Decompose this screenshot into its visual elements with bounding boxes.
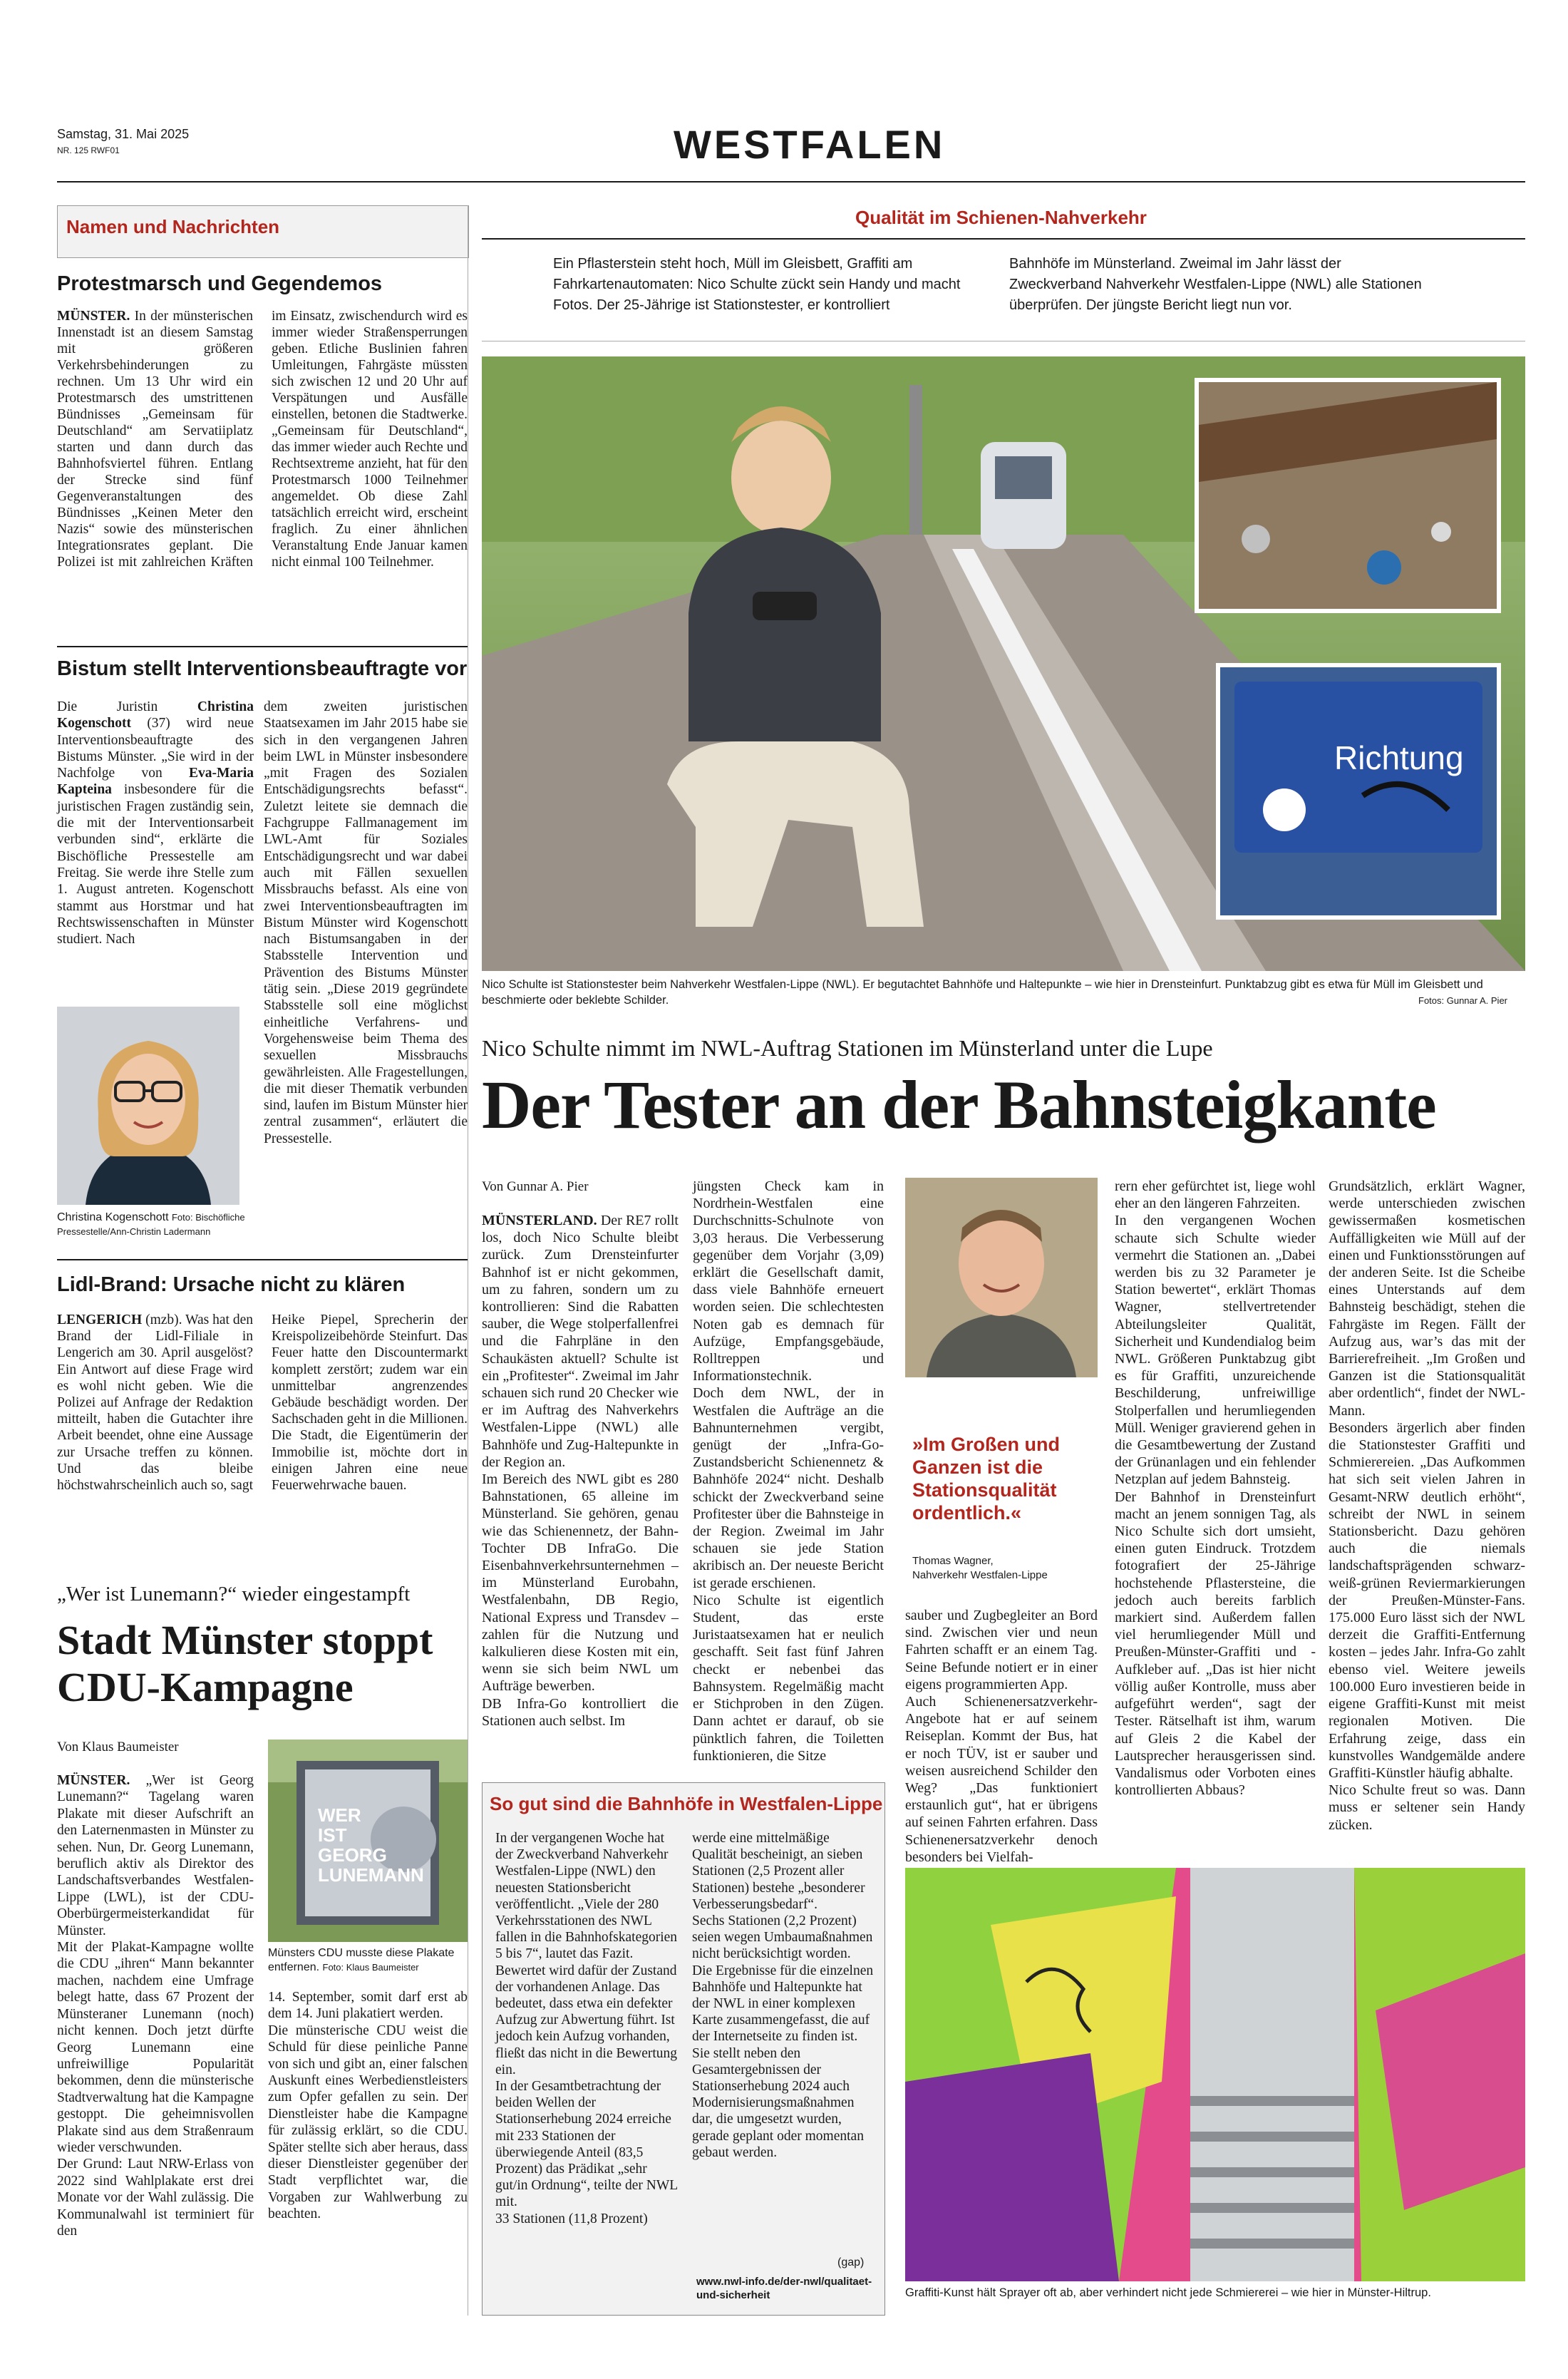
inset-track-photo <box>1195 378 1501 613</box>
divider <box>57 646 468 647</box>
section-title: WESTFALEN <box>674 122 946 167</box>
lead-right: Bahnhöfe im Münsterland. Zweimal im Jahr lässt der Zweckverband Nahverkehr Westfalen-Lippe (NWL) alle Stationen überprüfen. Der jüngste Bericht liegt nun vor. <box>1009 256 1422 313</box>
text: insbesondere für die juristischen Fragen zuständig sein, die mit der Interventionsarbeit verbunden sind“, erklärte die Bischöfliche Pressestelle am Freitag. Sie werde ihre Stelle zum 1. August antreten. Kogenschott stammt aus Horstmar und hat Rechtswissenschaften in Münster studiert. Nach <box>57 782 254 947</box>
main-photo-credit: Fotos: Gunnar A. Pier <box>1418 995 1508 1006</box>
caption-text: Christina Kogenschott <box>57 1211 169 1223</box>
article-lidl <box>57 1312 468 1547</box>
kicker-lunemann: „Wer ist Lunemann?“ wieder eingestampft <box>57 1583 411 1605</box>
issue-date: Samstag, 31. Mai 2025 <box>57 127 190 141</box>
poster-caption <box>268 1946 468 1975</box>
main-photo-tester <box>482 356 1525 971</box>
dateline: MÜNSTER. <box>57 1773 130 1788</box>
main-photo-caption: Nico Schulte ist Stationstester beim Nahverkehr Westfalen-Lippe (NWL). Er begutachtet Bahnhöfe und Haltepunkte – wie hier in Drensteinfurt. Punktabzug gibt es etwa für Müll im Gleisbett und beschmierte oder beklebte Schilder. <box>482 978 1483 1007</box>
caption-text: Münsters CDU musste diese Plakate entfernen. <box>268 1947 455 1973</box>
info-box-col1: In der vergangenen Woche hat der Zweckverband Nahverkehr Westfalen-Lippe (NWL) den neuesten Stationsbericht veröffentlicht. „Viele der 280 Verkehrsstationen des NWL fallen in die Bahnhofskategorien 5 bis 7“, lautet das Fazit. Bewertet wird dafür der Zustand der vorhandenen Anlage. Das bedeutet, dass etwa ein defekter Aufzug zur Abwertung führt. Ist jedoch kein Aufzug vorhanden, fließt das nicht in die Bewertung ein. In der Gesamtbetrachtung der beiden Wellen der Stationserhebung 2024 erreiche mit 233 Stationen der überwiegende Anteil (83,5 Prozent) das Prädikat „sehr gut/in Ordnung“, teilte der NWL mit. 33 Stationen (11,8 Prozent) <box>495 1831 678 2226</box>
main-col-3: rern eher gefürchtet ist, liege wohl eher an den längeren Fahrzeiten. In den vergangenen Wochen schaute sich Schulte wieder vermehrt die Stationen an. „Dabei werden bis zu 32 Parameter je Station bewertet“, erklärt Thomas Wagner, stellvertretender Abteilungsleiter Qualität, Sicherheit und Kundendialog beim NWL. Größeren Punktabzug gibt es für Graffiti, unzureichende Beschilderung, unfreiwillige Stolperfallen und herumliegenden Müll. Weniger gravierend gehen in die Gesamtbewertung der Zustand der Grünanlagen und ein fehlender Netzplan auf jedem Bahnsteig. Der Bahnhof in Drensteinfurt macht an jenem sonnigen Tag, als Nico Schulte sich dort umsieht, einen guten Eindruck. Trotzdem fotografiert der 25-Jährige hochstehende Pflastersteine, die jedoch auch bereits farblich markiert sind. Außerdem fallen viel herumliegender Müll und Preußen-Münster-Graffiti und -Aufkleber auf. „Das ist hier nicht völlig außer Kontrolle, muss aber aufgeführt werden“, sagt der Tester. Rätselhaft ist ihm, warum auf Gleis 2 die Kabel der Lautsprecher herausgerissen sind. Vandalismus oder Vorboten eines kontrollierten Abbaus? <box>1115 1178 1316 1799</box>
sign-text: Richtung <box>1334 739 1464 776</box>
text: (37) wird neue Interventionsbeauftragte des Bistums Münster. „Sie wird in der Nachfolge von <box>57 716 254 781</box>
quote-attribution <box>912 1554 1048 1583</box>
person-name: Eva-Maria Kapteina <box>57 766 254 798</box>
article-lunemann-col1 <box>57 1772 254 2314</box>
graffiti-caption: Graffiti-Kunst hält Sprayer oft ab, aber verhindert nicht jede Schmiererei – wie hier in Münster-Hiltrup. <box>905 2286 1431 2299</box>
main-col-4: Grundsätzlich, erklärt Wagner, werde unterschieden zwischen gewissermaßen kosmetischen Auffälligkeiten wie Müll auf der einen und Funktionsstörungen auf der anderen Seite. Ist die Scheibe eines Unterstands auf dem Bahnsteig beschädigt, stehen die Fahrgäste im Regen. Fällt der Aufzug aus, war’s das mit der Barrierefreiheit. „Im Großen und Ganzen ist die Stationsqualität aber ordentlich“, findet der NWL-Mann. Besonders ärgerlich aber finden die Stationstester Graffiti und Schmierereien. „Das Aufkommen hat sich seit vielen Jahren in Gesamt-NRW deutlich erhöht“, schreibt der NWL in seinem Stationsbericht. Dazu gehören auch die niemals landschaftsprägenden schwarz-weiß-grünen Reviermarkierungen der Preußen-Münster-Fans. 175.000 Euro lässt sich der NWL derzeit die Graffiti-Entfernung kosten – jedes Jahr. Infra-Go zahlt ebenso viel. Weitere jeweils 100.000 Euro investieren beide in eigene Graffiti-Kunst mit meist regionalen Motiven. Die Erfahrung zeige, dass ein kunstvolles Wandgemälde andere Graffiti-Künstler häufig abhalte. Nico Schulte freut so was. Dann muss er seltener sein Handy zücken. <box>1329 1178 1525 1833</box>
graffiti-photo <box>905 1868 1525 2281</box>
main-col-1 <box>482 1212 679 1782</box>
pull-quote: »Im Großen und Ganzen ist die Stationsqualität ordentlich.« <box>912 1434 1061 1524</box>
poster-line: WER <box>318 1804 361 1826</box>
photo-credit: Foto: Klaus Baumeister <box>322 1962 419 1973</box>
poster-line: GEORG <box>318 1844 387 1866</box>
person-name: Christina Kogenschott <box>57 699 254 731</box>
headline-lunemann: Stadt Münster stoppt CDU-Kampagne <box>57 1617 433 1710</box>
info-box-link[interactable]: www.nwl-info.de/der-nwl/qualitaet-und-sicherheit <box>696 2276 872 2301</box>
article-bistum-col1 <box>57 699 254 998</box>
news-box-header <box>57 205 469 258</box>
headline-bistum: Bistum stellt Interventionsbeauftragte vor <box>57 657 468 680</box>
info-box <box>482 1782 885 2316</box>
quote-name: Thomas Wagner, <box>912 1555 994 1567</box>
headline-protest: Protestmarsch und Gegendemos <box>57 272 383 295</box>
article-bistum-col2: dem zweiten juristischen Staatsexamen im Jahr 2015 habe sie sich in den vergangenen Jahren beim LWL in Münster insbesondere „mit Fragen des Sozialen Entschädigungsrechts befasst“. Zuletzt leitete sie demnach die Fachgruppe Fallmanagement im LWL-Amt für Soziales Entschädigungsrecht und war dabei auch mit Fällen sexuellen Missbrauchs befasst. Als eine von zwei Interventionsbeauftragten im Bistum Münster wird Kogenschott nach Bistumsangaben in der Stabsstelle Intervention und Prävention des Bistums Münster tätig sein. „Diese 2019 gegründete Stabsstelle soll eine möglichst einheitliche Verfahrens- und Vorgehensweise beim Thema des sexuellen Missbrauchs gewährleisten. Alle Fragestellungen, die mit dieser Thematik verbunden sind, laufen im Bistum Münster hier zentral zusammen“, erläutert die Pressestelle. <box>264 699 468 1146</box>
info-box-title: So gut sind die Bahnhöfe in Westfalen-Lippe <box>490 1793 883 1814</box>
photo-credit: Foto: Bischöfliche Pressestelle/Ann-Christin Ladermann <box>57 1212 245 1237</box>
portrait-caption <box>57 1211 254 1239</box>
info-box-signature: (gap) <box>837 2256 865 2268</box>
article-text: „Wer ist Georg Lunemann?“ Tagelang waren Plakate mit dieser Aufschrift an den Laternenmasten in Münster zu sehen. Nun, Dr. Georg Lunemann, beruflich aktiv als Direktor des Landschaftsverbandes Westfalen-Lippe (LWL), ist der CDU-Oberbürgermeisterkandidat für Münster. Mit der Plakat-Kampagne wollte die CDU „ihren“ Mann bekannter machen, nachdem eine Umfrage belegt hatte, dass 67 Prozent der Münsteraner Lunemann (noch) nicht kennen. Doch jetzt dürfte Georg Lunemann eine unfreiwillige Popularität bekommen, denn die münsterische Stadtverwaltung hat die Kampagne gestoppt. Die geheimnisvollen Plakate sind aus dem Straßenraum wieder verschwunden. Der Grund: Laut NRW-Erlass von 2022 sind Wahlplakate erst drei Monate vor der Wahl zulässig. Die Kommunalwahl ist terminiert für den <box>57 1773 254 2239</box>
lead-left: Ein Pflasterstein steht hoch, Müll im Gleisbett, Graffiti am Fahrkartenautomaten: Nico Schulte zückt sein Handy und macht Fotos. Der 25-Jährige ist Stationstester, er kontrolliert <box>553 256 961 313</box>
poster-line: LUNEMANN <box>318 1864 424 1886</box>
topic-kicker: Qualität im Schienen-Nahverkehr <box>855 207 1147 228</box>
info-box-col2: werde eine mittelmäßige Qualität bescheinigt, an sieben Stationen (2,5 Prozent aller Stationen) bestehe „besonderer Verbesserungsbedarf“. Sechs Stationen (2,2 Prozent) seien wegen Umbaumaßnahmen nicht berücksichtigt worden. Die Ergebnisse für die einzelnen Bahnhöfe und Haltepunkte hat der NWL in einer komplexen Karte zusammengefasst, die auf der Internetseite zu finden ist. Sie stellt neben den Gesamtergebnissen der Stationserhebung 2024 auch Modernisierungsmaßnahmen dar, die umgesetzt wurden, gerade geplant oder momentan gebaut werden. <box>692 1831 874 2160</box>
portrait-kogenschott <box>57 1007 239 1205</box>
subheadline: Nico Schulte nimmt im NWL-Auftrag Stationen im Münsterland unter die Lupe <box>482 1035 1213 1061</box>
portrait-wagner <box>905 1178 1098 1377</box>
article-text: Der RE7 rollt los, doch Nico Schulte bleibt zurück. Zum Drensteinfurter Bahnhof ist er nicht gekommen, um zu fahren, sondern um zu kontrollieren: Sind die Rabatten sauber, die Wege stolperfallenfrei und die Fahrpläne in den Schaukästen aktuell? Schulte ist ein „Profitester“. Zweimal im Jahr schauen sich rund 20 Checker wie er im Auftrag des Nahverkehrs Westfalen-Lippe (NWL) alle Bahnhöfe und Zug-Haltepunkte in der Region an. Im Bereich des NWL gibt es 280 Bahnstationen, 65 alleine im Münsterland. Sie gehören, genau wie das Schienennetz, der Bahn-Tochter DB InfraGo. Die Eisenbahnverkehrsunternehmen – im Münsterland Eurobahn, Westfalenbahn, DB Regio, National Express und Transdev – zahlen für die Nutzung und kalkulieren diese Kosten mit ein, wenn sie sich beim NWL um Aufträge bewerben. DB Infra-Go kontrolliert die Stationen auch selbst. Im <box>482 1213 679 1729</box>
article-text: (mzb). Was hat den Brand der Lidl-Filiale in Lengerich am 30. April ausgelöst? Ein Antwort auf diese Frage wird es wohl nicht geben. Wie die Polizei auf Anfrage der Redaktion mitteilt, haben die Gutachter ihre Arbeit beendet, ohne eine Aussage zur Ursache treffen zu können. Und das bleibe höchstwahrscheinlich auch so, sagt Heike Piepel, Sprecherin der Kreispolizeibehörde Steinfurt. Das Feuer hatte den Discountermarkt komplett zerstört; zudem war ein unmittelbar angrenzendes Gebäude beschädigt worden. Der Sachschaden geht in die Millionen. Die Stadt, die Eigentümerin der Immobilie ist, möchte dort in einigen Jahren eine neue Feuerwehrwache bauen. <box>57 1312 468 1494</box>
article-protest <box>57 308 468 634</box>
byline: Von Klaus Baumeister <box>57 1740 179 1754</box>
poster-line: IST <box>318 1824 347 1846</box>
issue-number: NR. 125 RWF01 <box>57 145 120 155</box>
text: Die Juristin <box>57 699 197 714</box>
main-byline: Von Gunnar A. Pier <box>482 1179 589 1194</box>
dateline: MÜNSTER. <box>57 309 130 324</box>
topic-rule <box>482 238 1525 240</box>
poster-photo <box>268 1740 468 1942</box>
inset-sign-photo <box>1216 663 1501 920</box>
article-lunemann-col2: 14. September, somit darf erst ab dem 14. Juni plakatiert werden. Die münsterische CDU weist die Schuld für diese peinliche Panne von sich und gibt an, einer falschen Auskunft eines Werbedienstleisters zum Opfer gefallen zu sein. Der Dienstleister habe die Kampagne für zulässig erklärt, so die CDU. Später stellte sich aber heraus, dass dieser Dienstleister gegenüber der Stadt verpflichtet war, die Vorgaben zur Wahlwerbung zu beachten. <box>268 1990 468 2222</box>
main-col-2b: sauber und Zugbegleiter an Bord sind. Zwischen vier und neun Fahrten schafft er an einem Tag. Seine Befunde notiert er in einer eigens programmierten App. Auch Schienenersatzverkehr-Angebote hat er auf seinem Reiseplan. Kommt der Bus, hat er noch TÜV, ist er sauber und weisen ausreichend Schilder den Weg? „Das funktioniert erstaunlich gut“, hat er übrigens auf seinen Fahrten erfahren. Dass Schienenersatzverkehr denoch besonders bei Vielfah- <box>905 1608 1098 1865</box>
dateline: MÜNSTERLAND. <box>482 1213 597 1228</box>
dateline: LENGERICH <box>57 1312 143 1327</box>
main-headline: Der Tester an der Bahnsteigkante <box>482 1067 1436 1143</box>
quote-role: Nahverkehr Westfalen-Lippe <box>912 1569 1048 1581</box>
poster-text <box>318 1805 424 1885</box>
headline-lidl: Lidl-Brand: Ursache nicht zu klären <box>57 1273 406 1296</box>
main-col-2: jüngsten Check kam in Nordrhein-Westfalen eine Durchschnitts-Schulnote von 3,03 heraus. Die Verbesserung gegenüber dem Vorjahr (3,09) erklärt die Gesellschaft damit, dass viele Bahnhöfe erneuert worden seien. Die schlechtesten Noten gab es demnach für Aufzüge, Empfangsgebäude, Rolltreppen und Informationstechnik. Doch dem NWL, der in Westfalen die Aufträge an die Bahnunternehmen vergibt, genügt der „Infra-Go-Zustandsbericht Schienennetz & Bahnhöfe 2024“ nicht. Deshalb schickt der Zweckverband seine Profitester über die Bahnsteige in der Region. Zweimal im Jahr schauen sie jede Station akribisch an. Der neueste Bericht ist gerade erschienen. Nico Schulte ist eigentlich Student, das erste Juristaatsexamen hat er neulich geschafft. Seit fast fünf Jahren checkt er nebenbei das Bahnsystem. Regelmäßig macht er Stichproben in den Zügen. Dann achtet er darauf, ob sie pünktlich fahren, die Toiletten funktionieren, die Sitze <box>693 1178 884 1764</box>
news-box-title: Namen und Nachrichten <box>66 216 280 237</box>
masthead-rule <box>57 181 1525 183</box>
divider <box>57 1259 468 1260</box>
article-text: In der münsterischen Innenstadt ist an diesem Samstag mit größeren Verkehrsbehinderungen zu rechnen. Um 13 Uhr wird ein Protestmarsch des umstrittenen Bündnisses „Gemeinsam für Deutschland“ am Servatiiplatz starten und dann durch das Bahnhofsviertel führen. Entlang der Strecke sind fünf Gegenveranstaltungen des Bündnisses „Keinen Meter den Nazis“ sowie des münsterischen Integrationsrates geplant. Die Polizei ist mit zahlreichen Kräften im Einsatz, zwischendurch wird es immer wieder Straßensperrungen geben. Etliche Buslinien fahren Umleitungen, Fahrgäste müssten sich zwischen 12 und 20 Uhr auf Verspätungen und Ausfälle einstellen, betonen die Stadtwerke. „Gemeinsam für Deutschland“, das immer wieder auch Rechte und Rechtsextreme anzieht, hat für den Protestmarsch 1000 Teilnehmer angemeldet. Ob diese Zahl tatsächlich erreicht wird, erscheint fraglich. Zu einer ähnlichen Veranstaltung Ende Januar kamen nicht einmal 100 Teilnehmer. <box>57 309 468 570</box>
